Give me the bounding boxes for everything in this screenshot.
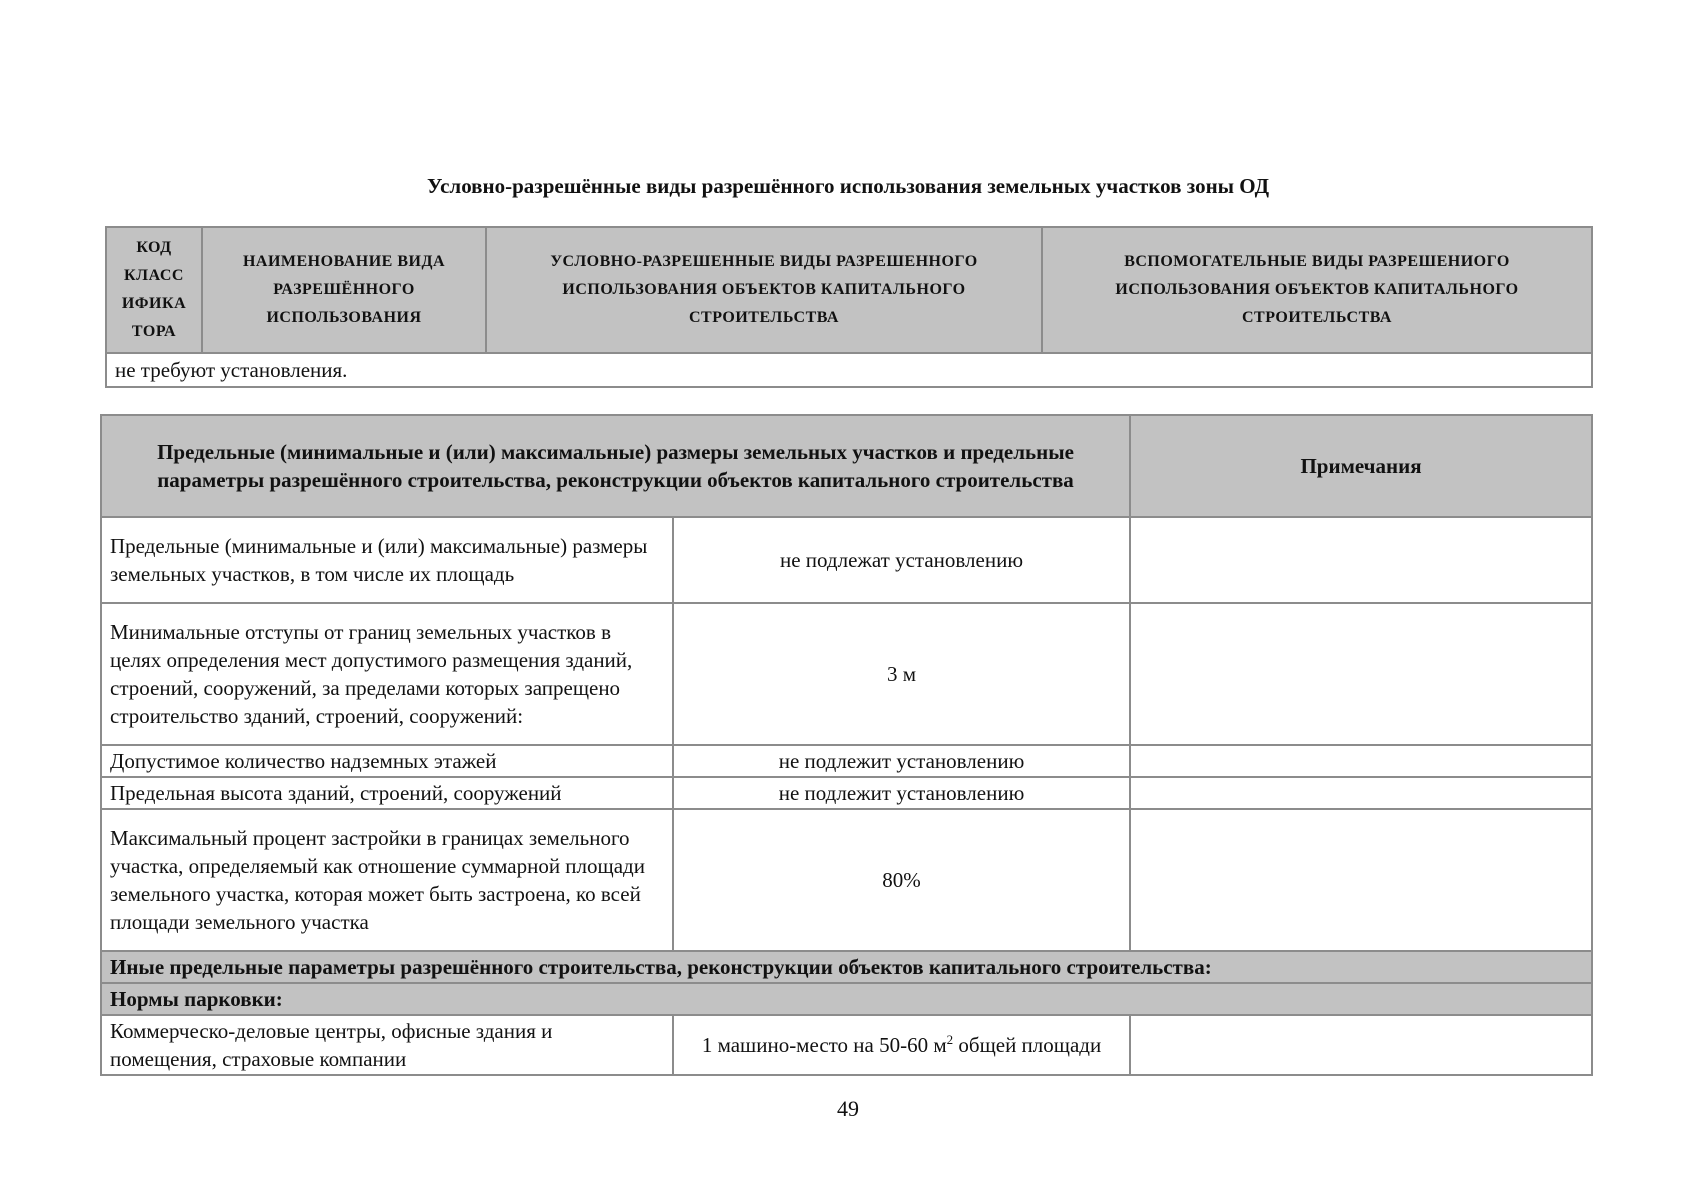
note-cell [1130, 1015, 1592, 1075]
note-cell [1130, 517, 1592, 603]
table1-note: не требуют установления. [106, 353, 1592, 387]
header-notes: Примечания [1130, 415, 1592, 517]
table-row [101, 1015, 1592, 1075]
note-cell [1130, 603, 1592, 745]
value-prefix: 1 машино-место на 50-60 м [701, 1033, 947, 1057]
param-cell: Минимальные отступы от границ земельных участков в целях определения мест допустимого размещения зданий, строений, сооружений, за пределами которых запрещено строительство зданий, строений, сооружений: [101, 603, 673, 745]
header-code: КОД КЛАСС ИФИКА ТОРА [106, 227, 202, 353]
note-cell [1130, 745, 1592, 777]
value-suffix: общей площади [953, 1033, 1102, 1057]
permitted-use-table [105, 226, 1593, 388]
param-cell: Допустимое количество надземных этажей [101, 745, 673, 777]
param-cell: Коммерческо-деловые центры, офисные здания и помещения, страховые компании [101, 1015, 673, 1075]
header-use-name: НАИМЕНОВАНИЕ ВИДА РАЗРЕШЁННОГО ИСПОЛЬЗОВАНИЯ [202, 227, 486, 353]
value-cell: 3 м [673, 603, 1130, 745]
header-conditional-uses: УСЛОВНО-РАЗРЕШЕННЫЕ ВИДЫ РАЗРЕШЕННОГО ИСПОЛЬЗОВАНИЯ ОБЪЕКТОВ КАПИТАЛЬНОГО СТРОИТЕЛЬСТВА [486, 227, 1042, 353]
section-title: Иные предельные параметры разрешённого строительства, реконструкции объектов капитального строительства: [101, 951, 1592, 983]
param-cell: Предельная высота зданий, строений, сооружений [101, 777, 673, 809]
page-number: 49 [837, 1096, 859, 1121]
table-row [101, 745, 1592, 777]
table-row [101, 809, 1592, 951]
header-parameters: Предельные (минимальные и (или) максимальные) размеры земельных участков и предельные параметры разрешённого строительства, реконструкции объектов капитального строительства [101, 415, 1130, 517]
section-row-other-parameters [101, 951, 1592, 983]
value-cell: не подлежит установлению [673, 745, 1130, 777]
table-header-row [106, 227, 1592, 353]
note-cell [1130, 777, 1592, 809]
value-cell: 80% [673, 809, 1130, 951]
param-cell: Предельные (минимальные и (или) максимальные) размеры земельных участков, в том числе их площадь [101, 517, 673, 603]
table-row [101, 517, 1592, 603]
param-cell: Максимальный процент застройки в границах земельного участка, определяемый как отношение суммарной площади земельного участка, которая может быть застроена, ко всей площади земельного участка [101, 809, 673, 951]
table-row [101, 777, 1592, 809]
value-cell: не подлежат установлению [673, 517, 1130, 603]
table-row [101, 603, 1592, 745]
section-row-parking [101, 983, 1592, 1015]
page-title: Условно-разрешённые виды разрешённого использования земельных участков зоны ОД [426, 174, 1270, 198]
header-auxiliary-uses: ВСПОМОГАТЕЛЬНЫЕ ВИДЫ РАЗРЕШЕНИОГО ИСПОЛЬЗОВАНИЯ ОБЪЕКТОВ КАПИТАЛЬНОГО СТРОИТЕЛЬСТВА [1042, 227, 1592, 353]
section-title: Нормы парковки: [101, 983, 1592, 1015]
table-header-row [101, 415, 1592, 517]
parameters-table [100, 414, 1593, 1076]
value-superscript: 2 [946, 1032, 954, 1047]
table-row [106, 353, 1592, 387]
value-cell: не подлежит установлению [673, 777, 1130, 809]
value-cell [673, 1015, 1130, 1075]
note-cell [1130, 809, 1592, 951]
